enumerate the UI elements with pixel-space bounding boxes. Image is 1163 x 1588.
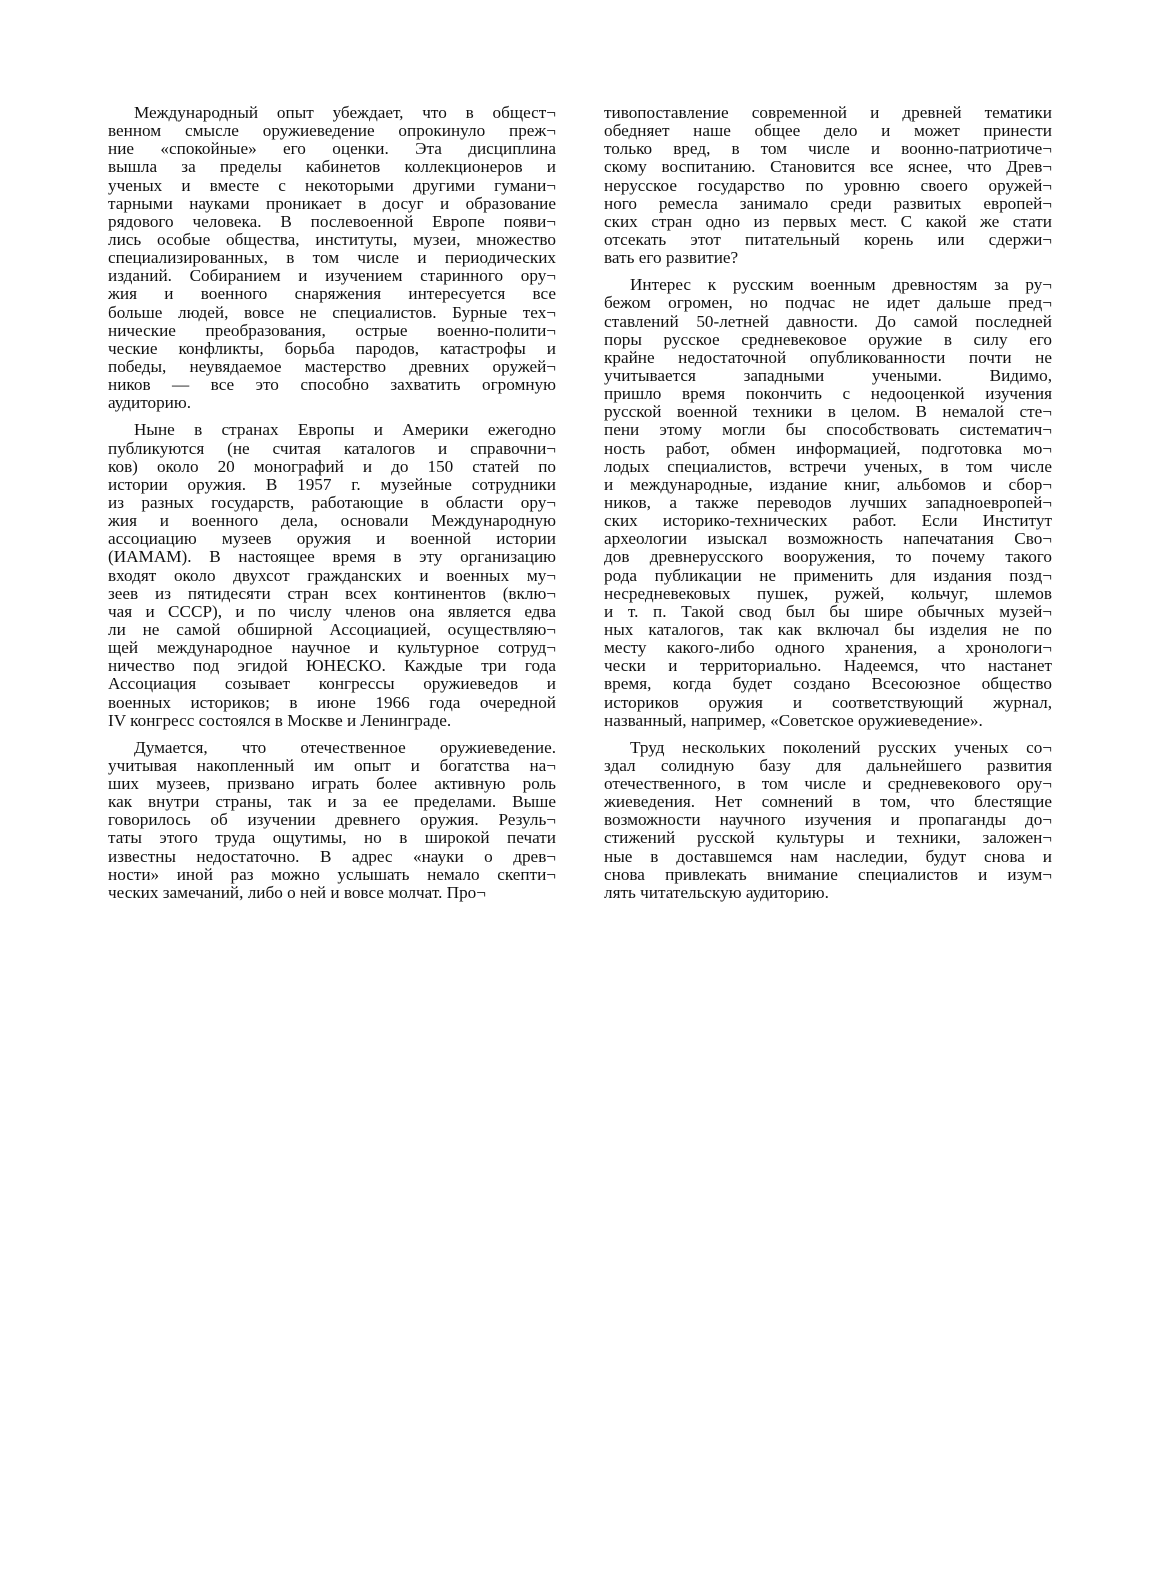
text-line: ставлений 50-летней давности. До самой последней xyxy=(604,311,1052,331)
text-line: ли не самой обширной Ассоциацией, осуществляю¬ xyxy=(108,619,556,639)
text-line: ных каталогов, так как включал бы изделия не по xyxy=(604,619,1052,639)
paragraph xyxy=(604,739,1052,902)
text-line: военных историков; в июне 1966 года очередной xyxy=(108,692,556,712)
text-line: ников, а также переводов лучших западноевропей¬ xyxy=(604,492,1052,512)
text-line: вышла за пределы кабинетов коллекционеров и xyxy=(108,157,556,177)
text-line: входят около двухсот гражданских и военных му¬ xyxy=(108,565,556,585)
text-line: лять читательскую аудиторию. xyxy=(604,882,829,902)
text-line: несредневековых пушек, ружей, кольчуг, шлемов xyxy=(604,583,1052,603)
right-column xyxy=(604,104,1052,902)
paragraph xyxy=(604,104,1052,267)
text-line: названный, например, «Советское оружиеведение». xyxy=(604,710,983,730)
paragraph xyxy=(108,104,556,412)
text-line: Ныне в странах Европы и Америки ежегодно xyxy=(134,420,556,440)
text-line: тарными науками проникает в досуг и образование xyxy=(108,193,556,213)
text-line: только вред, в том числе и воонно-патриотиче¬ xyxy=(604,139,1052,159)
text-line: археологии изыскал возможность напечатания Сво¬ xyxy=(604,529,1052,549)
text-line: публикуются (не считая каталогов и справочни¬ xyxy=(108,438,556,458)
text-line: бежом огромен, но подчас не идет дальше пред¬ xyxy=(604,293,1052,313)
text-line: Международный опыт убеждает, что в общест¬ xyxy=(134,103,556,122)
text-line: ные в доставшемся нам наследии, будут снова и xyxy=(604,846,1052,866)
text-line: ничество под эгидой ЮНЕСКО. Каждые три года xyxy=(108,656,556,676)
text-line: как внутри страны, так и за ее пределами. Выше xyxy=(108,792,556,812)
text-line: ских историко-технических работ. Если Институт xyxy=(604,511,1052,531)
text-line: ности» иной раз можно услышать немало скепти¬ xyxy=(108,864,556,884)
text-line: крайне недостаточной опубликованности почти не xyxy=(604,347,1052,367)
text-line: щей международное научное и культурное сотруд¬ xyxy=(108,638,556,658)
text-line: таты этого труда ощутимы, но в широкой печати xyxy=(108,828,556,848)
text-line: Интерес к русским военным древностям за ру¬ xyxy=(630,275,1052,295)
text-line: венном смысле оружиеведение опрокинуло преж¬ xyxy=(108,121,556,141)
text-line: время, когда будет создано Всесоюзное общество xyxy=(604,674,1052,694)
text-line: IV конгресс состоялся в Москве и Ленинграде. xyxy=(108,710,452,730)
text-line: рядового человека. В послевоенной Европе появи¬ xyxy=(108,211,556,231)
text-line: аудиторию. xyxy=(108,393,192,413)
text-line: дов древнерусского вооружения, то почему такого xyxy=(604,547,1052,567)
text-line: здал солидную базу для дальнейшего развития xyxy=(604,755,1052,775)
text-line: отсекать этот питательный корень или сдержи¬ xyxy=(604,229,1052,249)
text-line: стижений русской культуры и техники, заложен¬ xyxy=(604,828,1052,848)
text-line: тивопоставление современной и древней тематики xyxy=(604,103,1052,122)
text-line: историков оружия и соответствующий журнал, xyxy=(604,692,1052,712)
text-line: обедняет наше общее дело и может принести xyxy=(604,121,1052,141)
text-line: жия и военного дела, основали Международную xyxy=(108,511,556,531)
text-line: из разных государств, работающие в области ору¬ xyxy=(108,492,556,512)
text-line: ность работ, обмен информацией, подготовка мо¬ xyxy=(604,438,1052,458)
text-line: жиеведения. Нет сомнений в том, что блестящие xyxy=(604,792,1052,812)
text-line: учитывая накопленный им опыт и богатства на¬ xyxy=(108,755,556,775)
paragraph xyxy=(108,739,556,902)
text-line: говорилось об изучении древнего оружия. Резуль¬ xyxy=(108,810,556,830)
text-line: нерусское государство по уровню своего оружей¬ xyxy=(604,175,1052,195)
text-line: отечественного, в том числе и средневекового ору¬ xyxy=(604,774,1052,794)
text-line: ние «спокойные» его оценки. Эта дисциплина xyxy=(108,139,556,159)
text-line: (ИАМАМ). В настоящее время в эту организацию xyxy=(108,547,556,567)
text-line: больше людей, вовсе не специалистов. Бурные тех¬ xyxy=(108,302,556,322)
text-line: пришло время покончить с недооценкой изучения xyxy=(604,384,1052,404)
text-line: месту какого-либо одного хранения, а хронологи¬ xyxy=(604,638,1052,658)
text-line: ного ремесла занимало среди развитых европей¬ xyxy=(604,193,1052,213)
text-line: ков) около 20 монографий и до 150 статей по xyxy=(108,456,556,476)
text-line: и т. п. Такой свод был бы шире обычных музей¬ xyxy=(604,601,1052,621)
paragraph xyxy=(108,421,556,729)
text-line: ческих замечаний, либо о ней и вовсе молчат. Про¬ xyxy=(108,882,486,902)
text-line: лись особые общества, институты, музеи, множество xyxy=(108,229,556,249)
paragraph xyxy=(604,276,1052,730)
text-line: Думается, что отечественное оружиеведение. xyxy=(134,737,556,757)
text-line: ших музеев, призвано играть более активную роль xyxy=(108,774,556,794)
text-line: изданий. Собиранием и изучением старинного ору¬ xyxy=(108,266,556,286)
text-line: снова привлекать внимание специалистов и изум¬ xyxy=(604,864,1052,884)
text-line: ских стран одно из первых мест. С какой же стати xyxy=(604,211,1052,231)
text-line: известны недостаточно. В адрес «науки о древ¬ xyxy=(108,846,556,866)
text-line: и международные, издание книг, альбомов и сбор¬ xyxy=(604,474,1052,494)
text-line: чески и территориально. Надеемся, что настанет xyxy=(604,656,1052,676)
text-line: истории оружия. В 1957 г. музейные сотрудники xyxy=(108,474,556,494)
text-line: ческие конфликты, борьба пародов, катастрофы и xyxy=(108,338,556,358)
text-line: ассоциацию музеев оружия и военной истории xyxy=(108,529,556,549)
text-line: ников — все это способно захватить огромную xyxy=(108,375,556,395)
text-line: специализированных, в том числе и периодических xyxy=(108,248,556,268)
text-line: возможности научного изучения и пропаганды до¬ xyxy=(604,810,1052,830)
text-line: Труд нескольких поколений русских ученых со¬ xyxy=(630,737,1052,757)
text-line: победы, неувядаемое мастерство древних оружей¬ xyxy=(108,356,556,376)
text-line: вать его развитие? xyxy=(604,248,739,268)
text-line: нические преобразования, острые военно-полити¬ xyxy=(108,320,556,340)
text-line: скому воспитанию. Становится все яснее, что Древ¬ xyxy=(604,157,1052,177)
left-column xyxy=(108,104,556,902)
text-line: Ассоциация созывает конгрессы оружиеведов и xyxy=(108,674,556,694)
text-line: пени этому могли бы способствовать систематич¬ xyxy=(604,420,1052,440)
text-line: лодых специалистов, встречи ученых, в том числе xyxy=(604,456,1052,476)
text-line: поры русское средневековое оружие в силу его xyxy=(604,329,1052,349)
text-line: чая и СССР), и по числу членов она является едва xyxy=(108,601,556,621)
text-line: ученых и вместе с некоторыми другими гумани¬ xyxy=(108,175,556,195)
text-line: учитывается западными учеными. Видимо, xyxy=(604,365,1052,385)
text-line: зеев из пятидесяти стран всех континентов (вклю¬ xyxy=(108,583,556,603)
text-line: жия и военного снаряжения интересуется все xyxy=(108,284,556,304)
text-line: рода публикации не применить для издания позд¬ xyxy=(604,565,1052,585)
text-line: русской военной техники в целом. В немалой сте¬ xyxy=(604,402,1052,422)
